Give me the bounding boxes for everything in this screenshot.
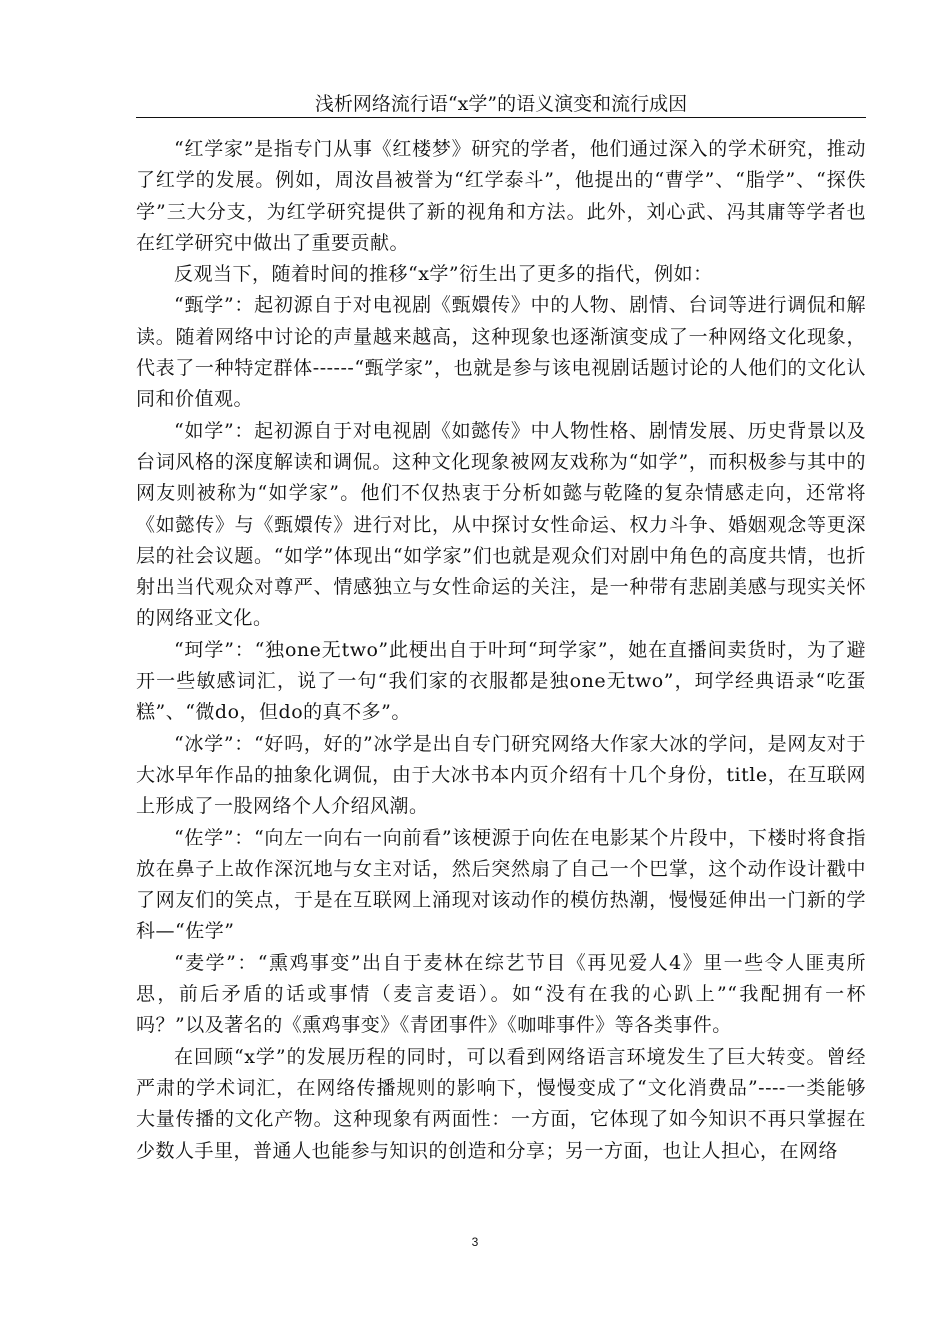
running-header-title: 浅析网络流行语“x学”的语义演变和流行成因 [314, 93, 688, 115]
paragraph-kexue: “珂学”：“独one无two”此梗出自于叶珂“珂学家”，她在直播间卖货时，为了避开一些敏感词汇，说了一句“我们家的衣服都是独one无two”，珂学经典语录“吃蛋糕”、“微do，但do的真不多”。 [136, 638, 866, 724]
paragraph-hongxuejia: “红学家”是指专门从事《红楼梦》研究的学者，他们通过深入的学术研究，推动了红学的发展。例如，周汝昌被誉为“红学泰斗”，他提出的“曹学”、“脂学”、“探佚学”三大分支，为红学研究提供了新的视角和方法。此外，刘心武、冯其庸等学者也在红学研究中做出了重要贡献。 [136, 138, 866, 254]
header-divider [136, 117, 866, 118]
paragraph-review: 在回顾“x学”的发展历程的同时，可以看到网络语言环境发生了巨大转变。曾经严肃的学术词汇，在网络传播规则的影响下，慢慢变成了“文化消费品”----一类能够大量传播的文化产物。这种现象有两面性：一方面，它体现了如今知识不再只掌握在少数人手里，普通人也能参与知识的创造和分享；另一方面，也让人担心，在网络 [136, 1045, 866, 1162]
paragraph-zhenxue: “甄学”：起初源自于对电视剧《甄嬛传》中的人物、剧情、台词等进行调侃和解读。随着网络中讨论的声量越来越高，这种现象也逐渐演变成了一种网络文化现象，代表了一种特定群体------“甄学家”，也就是参与该电视剧话题讨论的人他们的文化认同和价值观。 [136, 294, 866, 411]
paragraph-intro-examples: 反观当下，随着时间的推移“x学”衍生出了更多的指代，例如： [174, 263, 713, 286]
body-text [136, 134, 866, 1167]
paragraph-bingxue: “冰学”：“好吗，好的”冰学是出自专门研究网络大作家大冰的学问，是网友对于大冰早年作品的抽象化调侃，由于大冰书本内页介绍有十几个身份，title，在互联网上形成了一股网络个人介绍风潮。 [136, 732, 866, 818]
paragraph-maixue: “麦学”：“熏鸡事变”出自于麦林在综艺节目《再见爱人4》里一些令人匪夷所思，前后矛盾的话或事情（麦言麦语）。如“没有在我的心趴上”“我配拥有一杯吗？”以及著名的《熏鸡事变》《青团事件》《咖啡事件》等各类事件。 [136, 951, 866, 1037]
paragraph-zuoxue: “佐学”：“向左一向右一向前看”该梗源于向佐在电影某个片段中，下楼时将食指放在鼻子上故作深沉地与女主对话，然后突然扇了自己一个巴掌，这个动作设计戳中了网友们的笑点，于是在互联网上涌现对该动作的模仿热潮，慢慢延伸出一门新的学科—“佐学” [136, 826, 866, 943]
paragraph-ruxue: “如学”：起初源自于对电视剧《如懿传》中人物性格、剧情发展、历史背景以及台词风格的深度解读和调侃。这种文化现象被网友戏称为“如学”，而积极参与其中的网友则被称为“如学家”。他们不仅热衷于分析如懿与乾隆的复杂情感走向，还常将《如懿传》与《甄嬛传》进行对比，从中探讨女性命运、权力斗争、婚姻观念等更深层的社会议题。“如学”体现出“如学家”们也就是观众们对剧中角色的高度共情，也折射出当代观众对尊严、情感独立与女性命运的关注，是一种带有悲剧美感与现实关怀的网络亚文化。 [136, 419, 866, 630]
page-number: 3 [471, 1235, 479, 1249]
